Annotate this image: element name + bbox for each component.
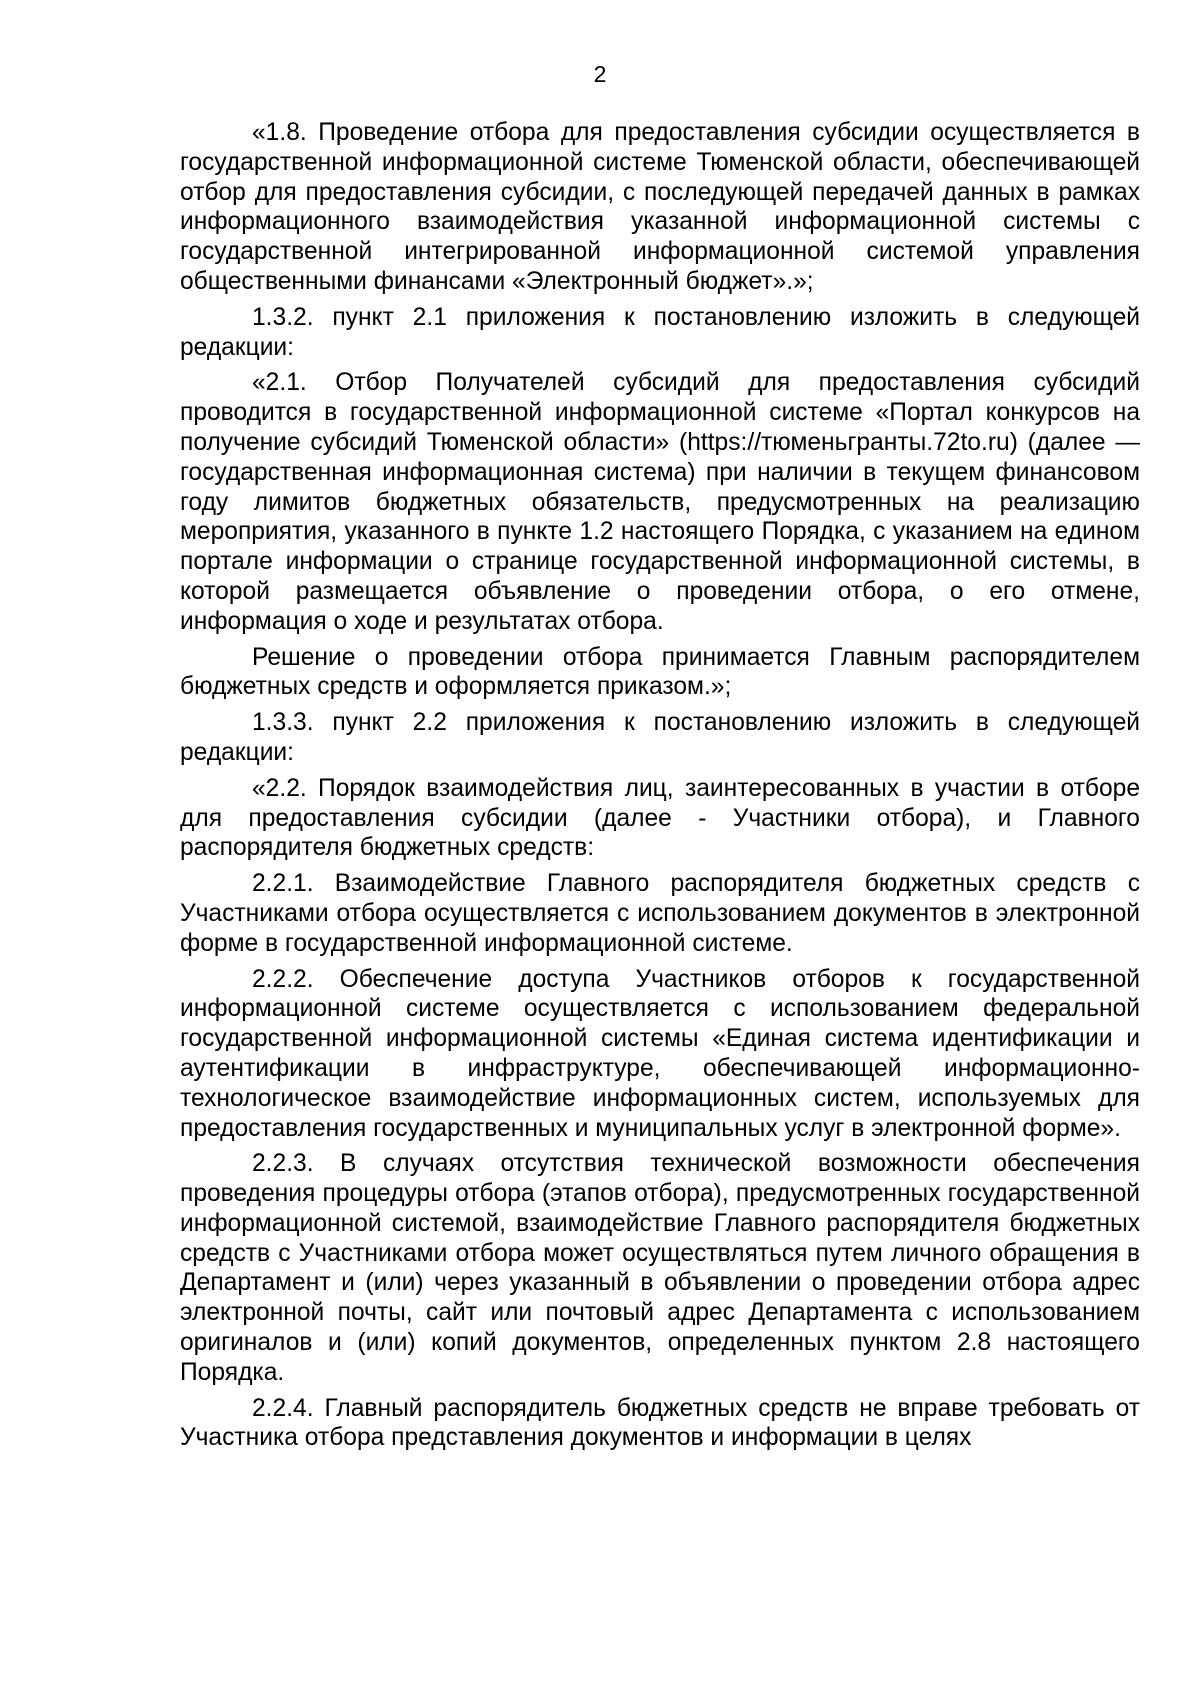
paragraph-2-2-3: 2.2.3. В случаях отсутствия технической возможности обеспечения проведения процедуры отбора (этапов отбора), предусмотренных государственной информационной системой, взаимодействие Главного распорядителя бюджетных средств с Участниками отбора может осуществляться путем личного обращения в Департамент и (или) через указанный в объявлении о проведении отбора адрес электронной почты, сайт или почтовый адрес Департамента с использованием оригиналов и (или) копий документов, определенных пунктом 2.8 настоящего Порядка. [180, 1150, 1140, 1386]
paragraph-2-2-1: 2.2.1. Взаимодействие Главного распорядителя бюджетных средств с Участниками отбора осуществляется с использованием документов в электронной форме в государственной информационной системе. [180, 870, 1140, 957]
paragraph-2-2-4: 2.2.4. Главный распорядитель бюджетных средств не вправе требовать от Участника отбора представления документов и информации в целях [180, 1394, 1140, 1452]
paragraph-1-3-3-amendment: 1.3.3. пункт 2.2 приложения к постановлению изложить в следующей редакции: [180, 709, 1140, 766]
paragraph-1-3-2-amendment: 1.3.2. пункт 2.1 приложения к постановлению изложить в следующей редакции: [180, 303, 1140, 361]
paragraph-1-8-procedure: «1.8. Проведение отбора для предоставления субсидии осуществляется в государственной информационной системе Тюменской области, обеспечивающей отбор для предоставления субсидии, с последующей передачей данных в рамках информационного взаимодействия указанной информационной системы с государственной интегрированной информационной системой управления общественными финансами «Электронный бюджет».»; [180, 119, 1140, 295]
paragraph-2-2-2: 2.2.2. Обеспечение доступа Участников отборов к государственной информационной системе осуществляется с использованием федеральной государственной информационной системы «Единая система идентификации и аутентификации в инфраструктуре, обеспечивающей информационно-технологическое взаимодействие информационных систем, используемых для предоставления государственных и муниципальных услуг в электронной форме». [180, 965, 1140, 1142]
paragraph-decision: Решение о проведении отбора принимается Главным распорядителем бюджетных средств и оформляется приказом.»; [180, 643, 1140, 701]
paragraph-2-2-interaction: «2.2. Порядок взаимодействия лиц, заинтересованных в участии в отборе для предоставления субсидии (далее - Участники отбора), и Главного распорядителя бюджетных средств: [180, 774, 1140, 862]
page-number: 2 [593, 61, 607, 87]
document-body [180, 118, 1140, 1459]
paragraph-2-1-selection: «2.1. Отбор Получателей субсидий для предоставления субсидий проводится в государственной информационной системе «Портал конкурсов на получение субсидий Тюменской области» (https://тюменьгранты.72to.ru) (далее — государственная информационная система) при наличии в текущем финансовом году лимитов бюджетных обязательств, предусмотренных на реализацию мероприятия, указанного в пункте 1.2 настоящего Порядка, с указанием на едином портале информации о странице государственной информационной системы, в которой размещается объявление о проведении отбора, о его отмене, информация о ходе и результатах отбора. [180, 369, 1140, 635]
